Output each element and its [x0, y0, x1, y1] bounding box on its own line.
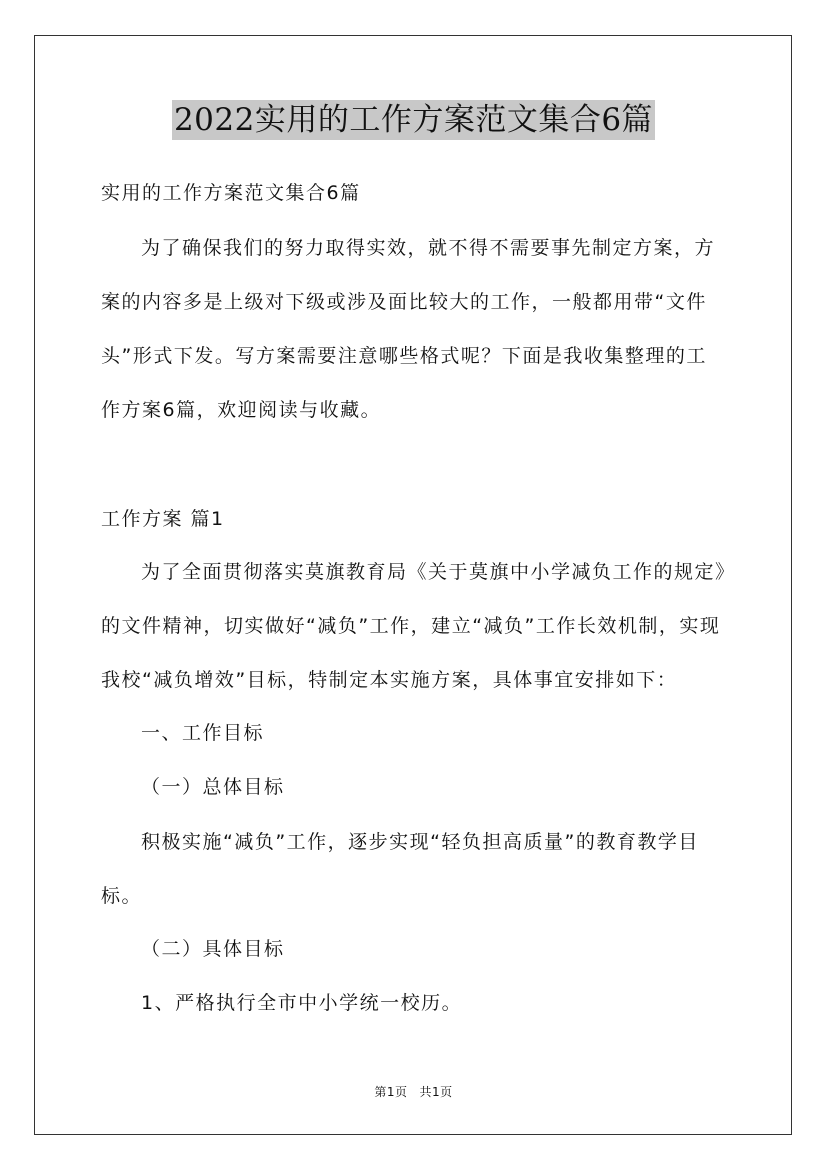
section-heading: 工作方案 篇1: [101, 508, 225, 530]
document-title: 2022实用的工作方案范文集合6篇: [173, 102, 654, 138]
list-item-1: 1、严格执行全市中小学统一校历。: [141, 992, 463, 1014]
page-footer: [0, 1083, 827, 1100]
section-intro-paragraph: 为了全面贯彻落实莫旗教育局《关于莫旗中小学减负工作的规定》的文件精神，切实做好“减负”工作，建立“减负”工作长效机制，实现我校“减负增效”目标，特制定本实施方案，具体事宜安排如下：: [101, 561, 727, 691]
page-number-total: 共1页: [419, 1085, 453, 1099]
page-number-current: 第1页: [374, 1085, 408, 1099]
title-container: [0, 100, 827, 140]
document-subtitle: 实用的工作方案范文集合6篇: [101, 182, 361, 204]
subheading-specific-goals: （二）具体目标: [141, 938, 285, 960]
subheading-overall-goal: （一）总体目标: [141, 776, 285, 798]
heading-work-goals: 一、工作目标: [141, 722, 265, 744]
overall-goal-paragraph: 积极实施“减负”工作，逐步实现“轻负担高质量”的教育教学目标。: [101, 831, 699, 907]
intro-paragraph: 为了确保我们的努力取得实效，就不得不需要事先制定方案，方案的内容多是上级对下级或涉及面比较大的工作，一般都用带“文件头”形式下发。写方案需要注意哪些格式呢？下面是我收集整理的工作方案6篇，欢迎阅读与收藏。: [101, 237, 716, 421]
